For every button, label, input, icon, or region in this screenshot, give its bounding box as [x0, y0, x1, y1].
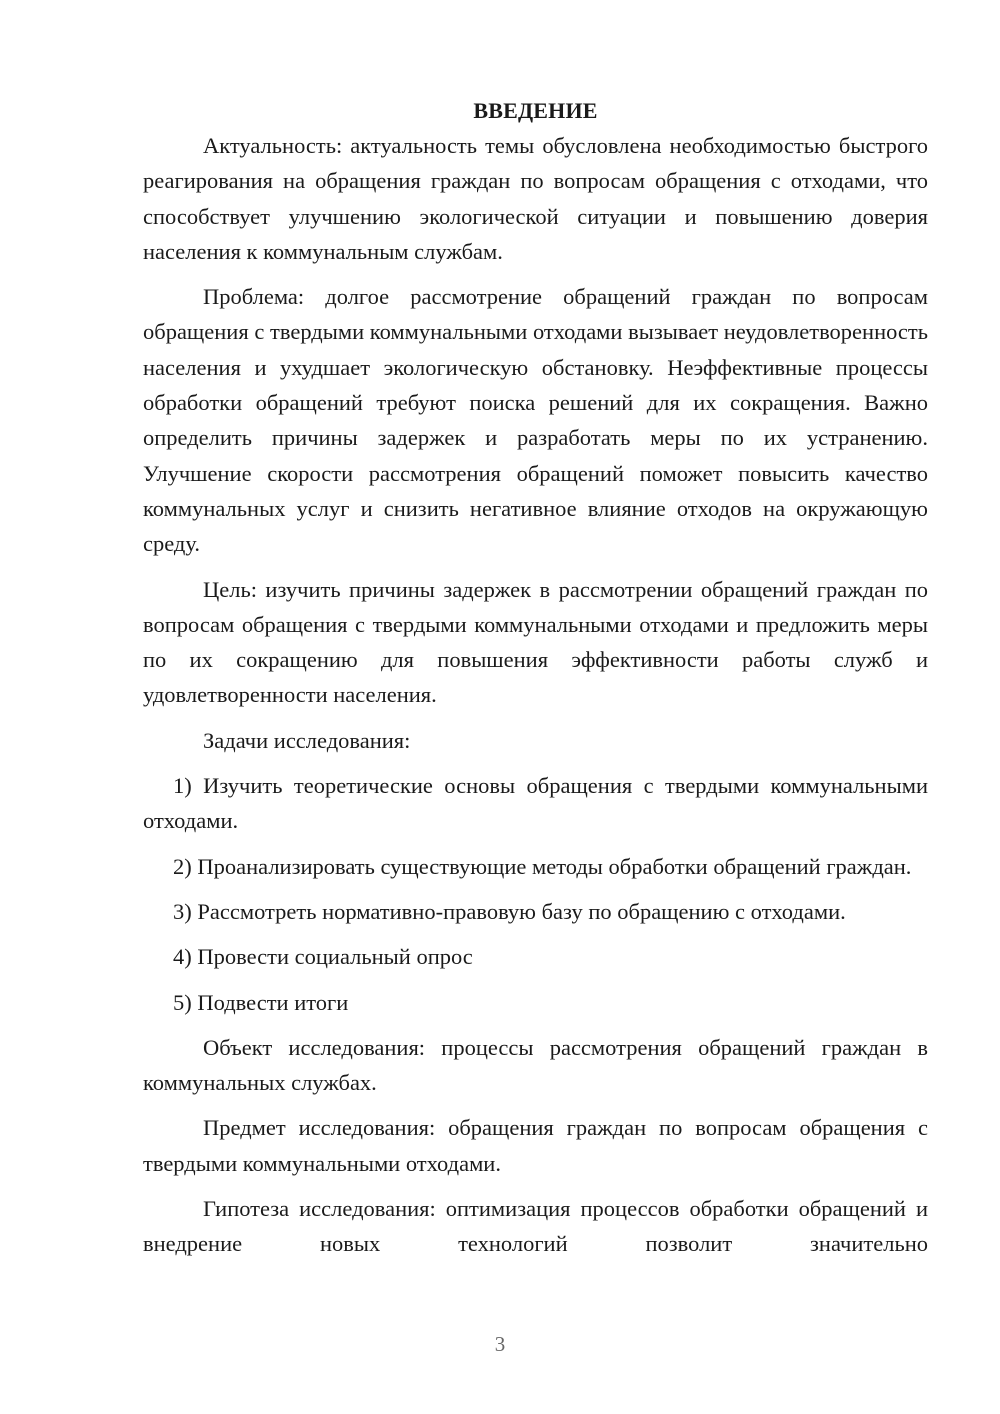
task-item-1: 1) Изучить теоретические основы обращения с твердыми коммунальными отходами.	[143, 773, 928, 834]
paragraph-object: Объект исследования: процессы рассмотрения обращений граждан в коммунальных службах.	[143, 1034, 928, 1096]
task-item-2: 2) Проанализировать существующие методы обработки обращений граждан.	[173, 853, 912, 879]
paragraph-hypothesis: Гипотеза исследования: оптимизация процессов обработки обращений и внедрение новых технологий позволит значительно	[143, 1196, 928, 1257]
tasks-heading: Задачи исследования:	[203, 727, 411, 753]
paragraph-goal: Цель: изучить причины задержек в рассмотрении обращений граждан по вопросам обращения с твердыми коммунальными отходами и предложить меры по их сокращению для повышения эффективности работы служб и удовлетворенности населения.	[143, 576, 928, 708]
task-item-3: 3) Рассмотреть нормативно-правовую базу по обращению с отходами.	[173, 898, 846, 924]
task-item-4: 4) Провести социальный опрос	[173, 944, 473, 970]
paragraph-relevance: Актуальность: актуальность темы обусловлена необходимостью быстрого реагирования на обращения граждан по вопросам обращения с отходами, что способствует улучшению экологической ситуации и повышению доверия населения к коммунальным службам.	[143, 133, 928, 264]
page-content	[143, 93, 928, 1262]
section-heading: ВВЕДЕНИЕ	[473, 98, 598, 123]
paragraph-problem: Проблема: долгое рассмотрение обращений граждан по вопросам обращения с твердыми коммунальными отходами вызывает неудовлетворенность населения и ухудшает экологическую обстановку. Неэффективные процессы обработки обращений требуют поиска решений для их сокращения. Важно определить причины задержек и разработать меры по их устранению. Улучшение скорости рассмотрения обращений поможет повысить качество коммунальных услуг и снизить негативное влияние отходов на окружающую среду.	[143, 284, 928, 557]
paragraph-subject: Предмет исследования: обращения граждан по вопросам обращения с твердыми коммунальными отходами.	[143, 1115, 928, 1176]
page-number: 3	[494, 1332, 506, 1356]
task-item-5: 5) Подвести итоги	[173, 989, 349, 1015]
